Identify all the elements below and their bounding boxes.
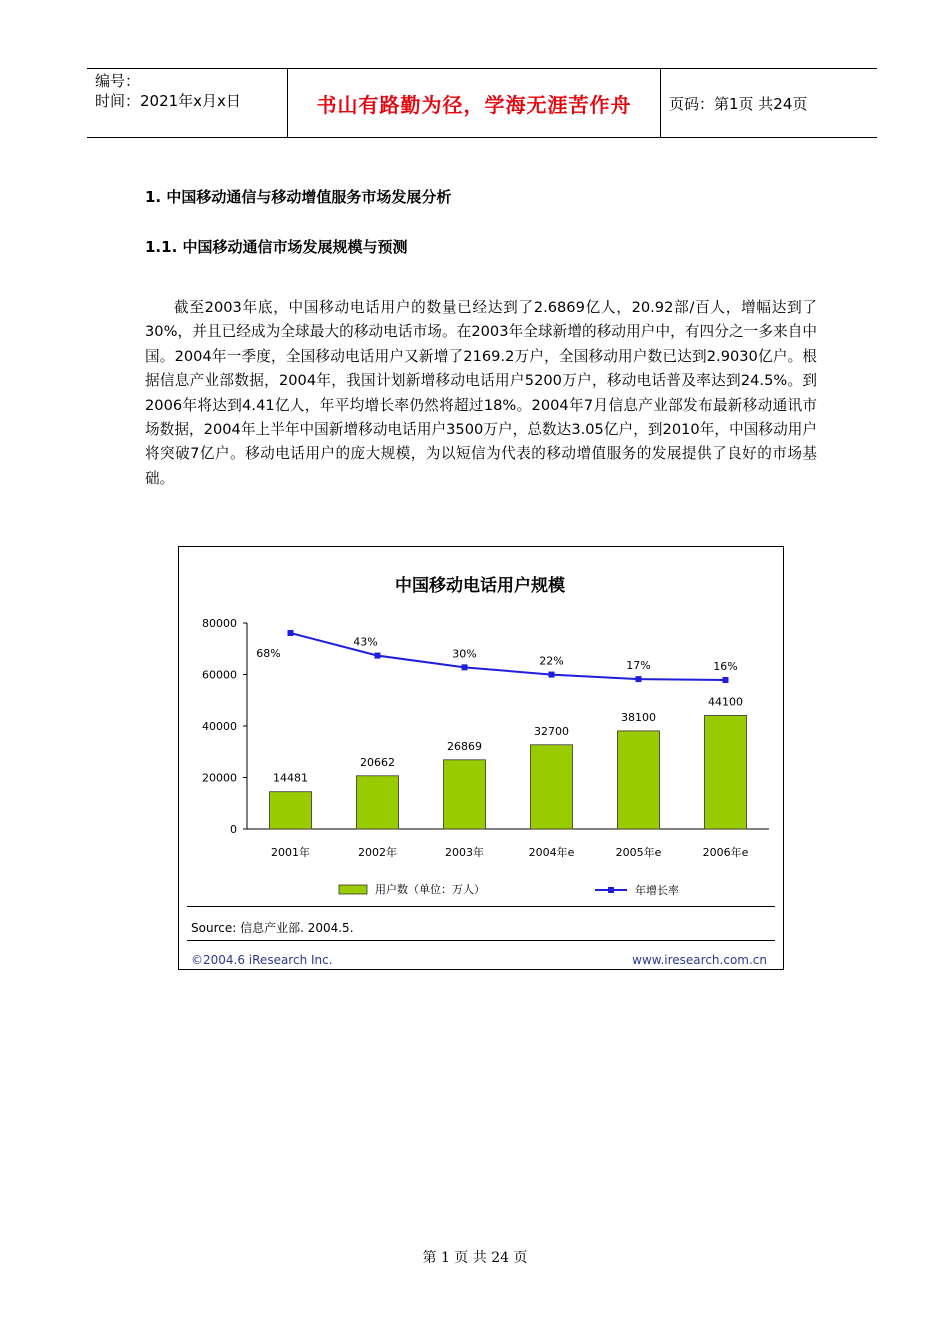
motto: 书山有路勤为径，学海无涯苦作舟 <box>316 92 632 117</box>
chart-copyright: ©2004.6 iResearch Inc. <box>191 953 333 967</box>
bar-value-label: 44100 <box>708 695 743 709</box>
x-tick-label: 2005年e <box>615 846 662 859</box>
chart-source: Source: 信息产业部. 2004.5. <box>191 921 354 935</box>
bar <box>270 792 312 829</box>
time-label: 时间：2021年x月x日 <box>95 92 241 110</box>
chart-divider <box>187 940 775 941</box>
x-tick-label: 2002年 <box>358 846 397 859</box>
rate-label: 30% <box>452 647 477 661</box>
body-paragraph-text: 截至2003年底，中国移动电话用户的数量已经达到了2.6869亿人，20.92部/百人，增幅达到了30%，并且已经成为全球最大的移动电话市场。在2003年全球新增的移动用户中，有四分之一多来自中国。2004年一季度，全国移动电话用户又新增了2169.2万户，全国移动用户数已达到2.9030亿户。根据信息产业部数据，2004年，我国计划新增移动电话用户5200万户，移动电话普及率达到24.5%。到2006年将达到4.41亿人，年平均增长率仍然将超过18%。2004年7月信息产业部发布最新移动通讯市场数据，2004年上半年中国新增移动电话用户3500万户，总数达3.05亿户，到2010年，中国移动用户将突破7亿户。移动电话用户的庞大规模，为以短信为代表的移动增值服务的发展提供了良好的市场基础。 <box>145 299 817 487</box>
header-meta <box>87 69 287 137</box>
page-label: 页码：第1页 共24页 <box>669 94 808 113</box>
y-tick-label: 0 <box>230 823 237 836</box>
chart-divider <box>187 906 775 907</box>
chart-title: 中国移动电话用户规模 <box>395 576 565 596</box>
legend-bar-label: 用户数（单位：万人） <box>375 883 485 896</box>
bar <box>618 731 660 829</box>
legend-bar-swatch <box>339 885 367 894</box>
y-tick-label: 40000 <box>202 720 237 733</box>
bar-value-label: 38100 <box>621 710 656 724</box>
chart-url: www.iresearch.com.cn <box>632 953 767 967</box>
bar <box>444 760 486 829</box>
rate-label: 22% <box>539 654 564 668</box>
x-tick-label: 2006年e <box>702 846 749 859</box>
rate-point <box>288 630 294 636</box>
x-tick-label: 2004年e <box>528 846 575 859</box>
rate-label: 17% <box>626 659 651 673</box>
x-tick-label: 2001年 <box>271 846 310 859</box>
y-tick-label: 80000 <box>202 617 237 630</box>
body-paragraph <box>145 296 817 491</box>
page-footer: 第 1 页 共 24 页 <box>422 1250 528 1266</box>
rate-point <box>723 677 729 683</box>
rate-point <box>549 672 555 678</box>
rate-point <box>375 653 381 659</box>
chart-svg <box>179 547 782 907</box>
subsection-heading: 1.1. 中国移动通信市场发展规模与预测 <box>145 238 408 256</box>
rate-label: 43% <box>353 635 378 649</box>
number-label: 编号： <box>95 72 141 90</box>
rate-point <box>636 676 642 682</box>
bar-value-label: 32700 <box>534 724 569 738</box>
legend-line-marker <box>608 887 614 893</box>
header-table <box>87 68 877 138</box>
header-page-cell <box>661 69 877 137</box>
bar-value-label: 26869 <box>447 739 482 753</box>
y-tick-label: 20000 <box>202 771 237 785</box>
bar <box>705 715 747 829</box>
legend-line-label: 年增长率 <box>635 884 679 897</box>
header-motto-cell <box>287 69 661 137</box>
chart-figure <box>178 546 784 970</box>
rate-point <box>462 664 468 670</box>
rate-label: 16% <box>713 660 738 673</box>
y-tick-label: 60000 <box>202 668 237 682</box>
bar-value-label: 20662 <box>360 755 395 769</box>
section-heading: 1. 中国移动通信与移动增值服务市场发展分析 <box>145 188 452 206</box>
x-tick-label: 2003年 <box>445 846 484 859</box>
rate-label: 68% <box>256 647 281 660</box>
bar <box>531 745 573 829</box>
bar <box>357 776 399 829</box>
bar-value-label: 14481 <box>273 771 308 785</box>
